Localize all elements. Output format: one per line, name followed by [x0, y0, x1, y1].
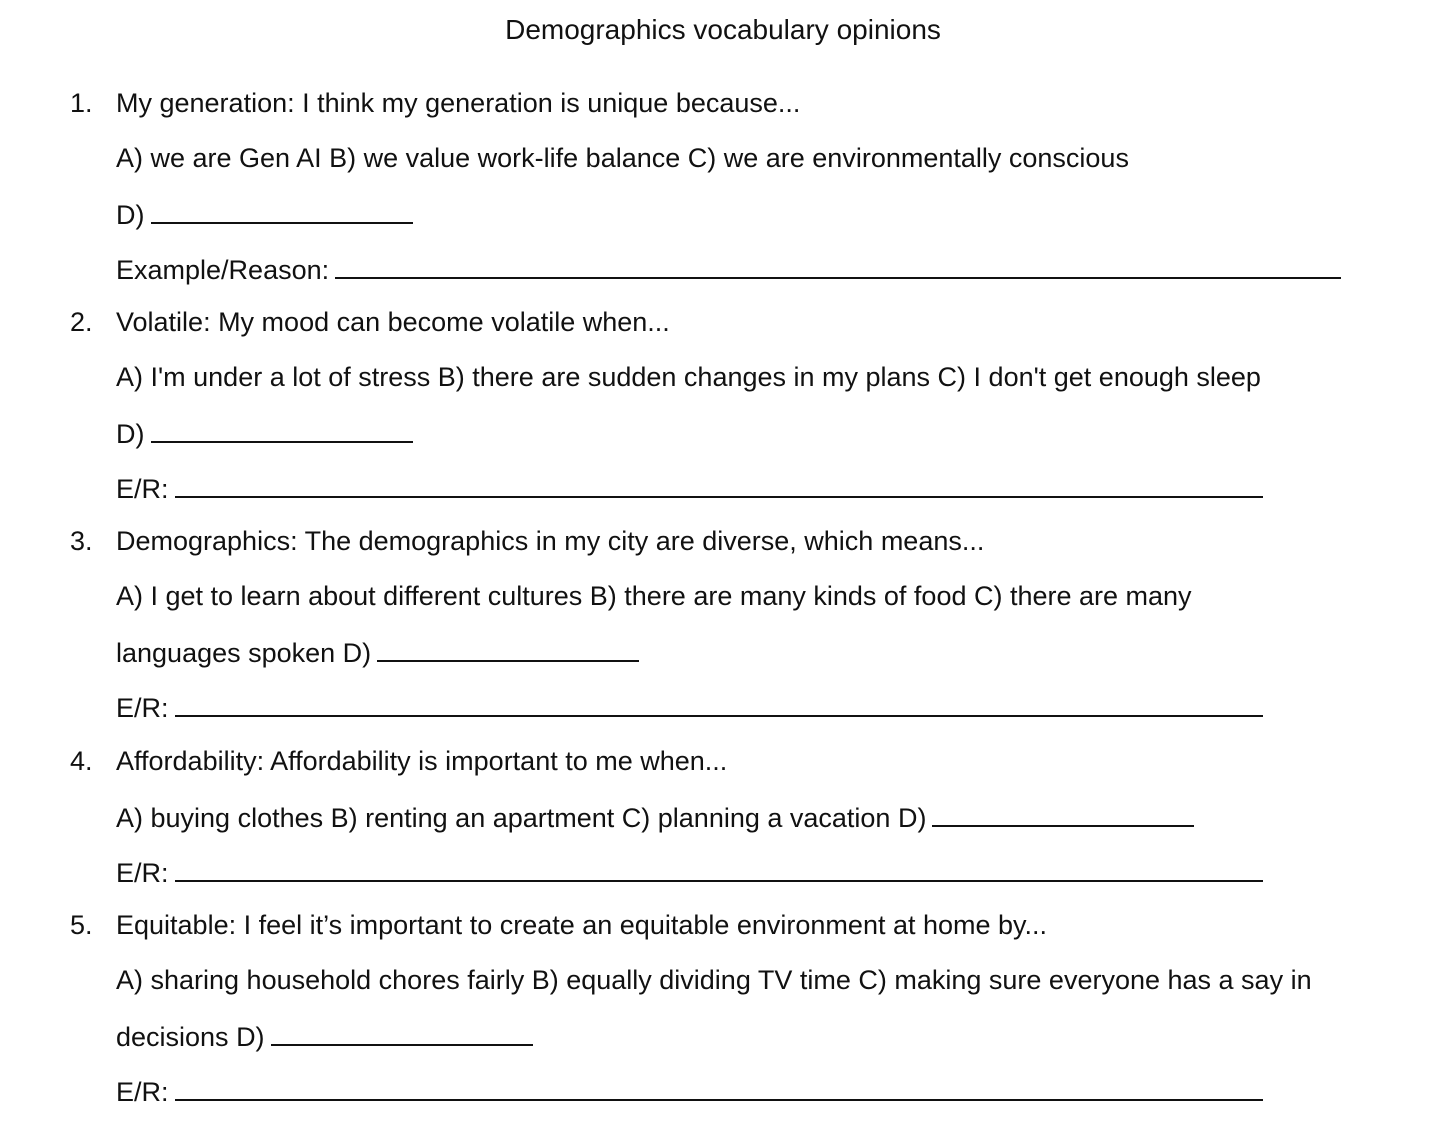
item-reason: [116, 470, 1263, 506]
item-option-d: [116, 1018, 533, 1054]
item-prompt: Volatile: My mood can become volatile when...: [116, 307, 670, 337]
item-prompt: My generation: I think my generation is unique because...: [116, 88, 801, 118]
option-d-label: languages spoken D): [116, 638, 372, 668]
reason-blank[interactable]: [335, 251, 1341, 279]
reason-label: E/R:: [116, 693, 169, 723]
reason-label: E/R:: [116, 474, 169, 504]
item-number: 5.: [70, 910, 93, 940]
answer-blank[interactable]: [271, 1018, 533, 1046]
item-options: [116, 799, 1194, 835]
option-d-label: D): [116, 419, 145, 449]
item-number: 4.: [70, 746, 93, 776]
reason-label: E/R:: [116, 858, 169, 888]
reason-blank[interactable]: [175, 854, 1263, 882]
item-reason: [116, 251, 1341, 287]
item-option-d: [116, 634, 639, 670]
item-prompt: Affordability: Affordability is important to me when...: [116, 746, 728, 776]
reason-label: E/R:: [116, 1077, 169, 1107]
item-number: 2.: [70, 307, 93, 337]
item-prompt: Demographics: The demographics in my city are diverse, which means...: [116, 526, 985, 556]
reason-blank[interactable]: [175, 689, 1263, 717]
item-reason: [116, 689, 1263, 725]
item-reason: [116, 854, 1263, 890]
page-title: Demographics vocabulary opinions: [505, 14, 941, 45]
item-prompt: Equitable: I feel it’s important to create an equitable environment at home by...: [116, 910, 1048, 940]
answer-blank[interactable]: [932, 799, 1194, 827]
item-options: A) we are Gen AI B) we value work-life balance C) we are environmentally conscious: [116, 143, 1129, 173]
answer-blank[interactable]: [151, 196, 413, 224]
item-option-d: [116, 415, 413, 451]
item-option-d: [116, 196, 413, 232]
item-reason: [116, 1073, 1263, 1109]
option-d-label: decisions D): [116, 1022, 265, 1052]
answer-blank[interactable]: [377, 634, 639, 662]
item-options: A) I'm under a lot of stress B) there are sudden changes in my plans C) I don't get enough sleep: [116, 362, 1261, 392]
item-number: 3.: [70, 526, 93, 556]
reason-blank[interactable]: [175, 1073, 1263, 1101]
item-number: 1.: [70, 88, 93, 118]
item-options: A) I get to learn about different cultures B) there are many kinds of food C) there are many: [116, 581, 1192, 611]
reason-blank[interactable]: [175, 470, 1263, 498]
reason-label: Example/Reason:: [116, 255, 330, 285]
item-options: A) sharing household chores fairly B) equally dividing TV time C) making sure everyone has a say in: [116, 965, 1312, 995]
options-text: A) buying clothes B) renting an apartment C) planning a vacation D): [116, 803, 927, 833]
answer-blank[interactable]: [151, 415, 413, 443]
option-d-label: D): [116, 200, 145, 230]
